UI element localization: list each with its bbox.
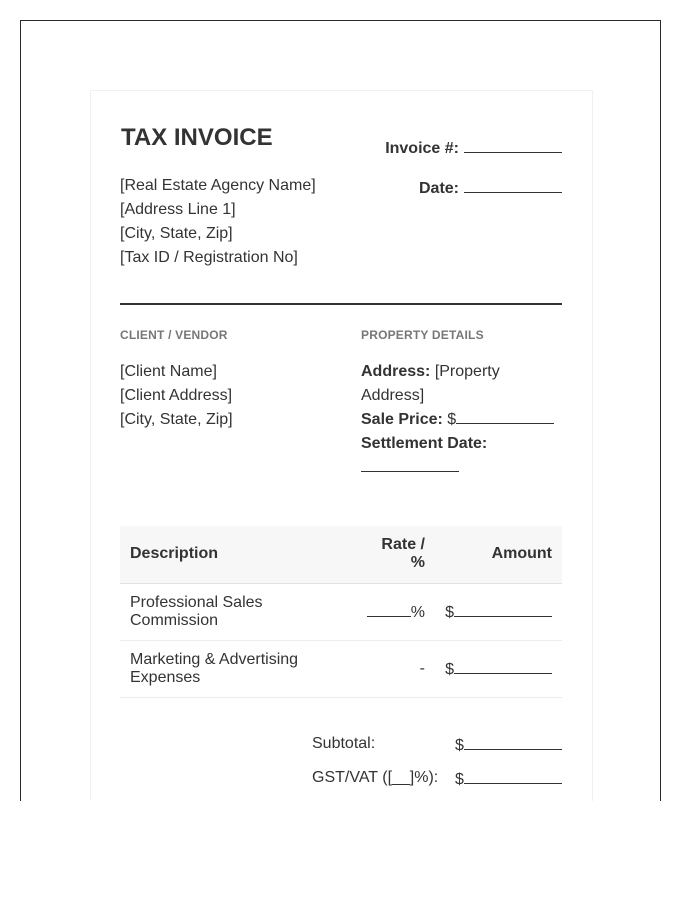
header-amount: Amount [491,545,552,562]
property-address-row [361,360,561,408]
invoice-date-label: Date: [418,180,459,197]
invoice-title: TAX INVOICE [121,124,273,151]
gst-field[interactable] [464,769,562,784]
gst-currency: $ [455,771,464,788]
settlement-date-field[interactable] [361,457,459,472]
client-heading: CLIENT / VENDOR [120,328,228,342]
agency-address: [Address Line 1] [120,201,236,218]
row-rate [367,602,425,622]
invoice-date-row [419,178,562,198]
agency-city: [City, State, Zip] [120,225,233,242]
agency-tax-id: [Tax ID / Registration No] [120,249,298,266]
client-block [120,360,233,432]
invoice-number-field[interactable] [464,138,562,153]
invoice-number-label: Invoice #: [385,140,459,157]
rate-field[interactable] [367,602,411,617]
sale-price-label: Sale Price: [361,411,443,428]
settlement-date-line [361,456,561,480]
settlement-date-row [361,432,561,456]
property-block [361,360,561,480]
property-address-label: Address: [361,363,431,380]
header-divider [120,303,562,305]
gst-value [455,769,562,789]
row-description: Marketing & Advertising Expenses [130,651,299,686]
table-row [120,584,562,641]
gst-label: GST/VAT ([__]%): [312,769,439,786]
line-items-table [120,526,562,698]
client-city: [City, State, Zip] [120,411,233,428]
client-name: [Client Name] [120,363,217,380]
header-description: Description [130,545,219,562]
sale-price-row [361,408,561,432]
property-heading: PROPERTY DETAILS [361,328,484,342]
subtotal-currency: $ [455,737,464,754]
sale-price-currency: $ [447,411,457,428]
subtotal-field[interactable] [464,735,562,750]
property-address-value: [Property Address] [361,363,500,404]
amount-currency: $ [445,604,454,621]
row-description: Professional Sales Commission [130,594,263,629]
table-header [120,526,562,584]
agency-name: [Real Estate Agency Name] [120,177,316,194]
amount-field[interactable] [454,659,552,674]
sale-price-field[interactable] [456,409,554,424]
invoice-number-row [385,138,562,158]
settlement-date-label: Settlement Date: [361,435,488,452]
agency-block [120,174,316,270]
row-amount [445,659,552,679]
amount-currency: $ [445,661,454,678]
subtotal-value [455,735,562,755]
header-rate: Rate / % [381,536,425,571]
row-amount [445,602,552,622]
table-row [120,641,562,698]
row-rate: - [419,660,425,677]
invoice-date-field[interactable] [464,178,562,193]
rate-suffix: % [410,604,425,621]
subtotal-label: Subtotal: [312,735,376,752]
client-address: [Client Address] [120,387,233,404]
amount-field[interactable] [454,602,552,617]
